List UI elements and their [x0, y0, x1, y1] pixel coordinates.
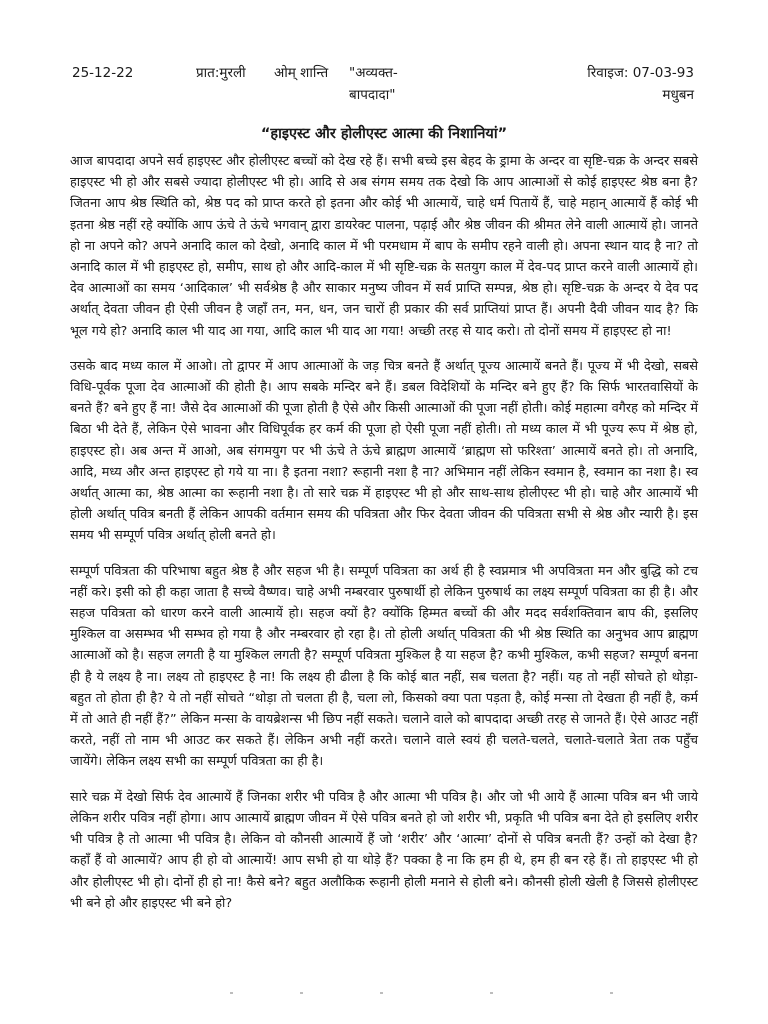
page-bottom-bleed [70, 988, 698, 1002]
bleed-mark [300, 992, 303, 994]
paragraph: आज बापदादा अपने सर्व हाइएस्ट और होलीएस्ट बच्चों को देख रहे हैं। सभी बच्चे इस बेहद के ड्रामा के अन्दर वा सृष्टि-चक्र के अन्दर सबसे हाइएस्ट भी हो और सबसे ज्यादा होलीएस्ट भी हो। आदि से अब संगम समय तक देखो कि आप आत्माओं से कोई हाइएस्ट श्रेष्ठ बना है? जितना आप श्रेष्ठ स्थिति को, श्रेष्ठ पद को प्राप्त करते हो इतना और कोई भी आत्मायें, चाहे धर्म पितायें हैं, चाहे महान् आत्मायें हैं कोई भी इतना श्रेष्ठ नहीं रहे क्योंकि आप ऊंचे ते ऊंचे भगवान् द्वारा डायरेक्ट पालना, पढ़ाई और श्रेष्ठ जीवन की श्रीमत लेने वाली आत्मायें हो। जानते हो ना अपने को? अपने अनादि काल को देखो, अनादि काल में भी परमधाम में बाप के समीप रहने वाली हो। अपना स्थान याद है ना? तो अनादि काल में भी हाइएस्ट हो, समीप, साथ हो और आदि-काल में भी सृष्टि-चक्र के सतयुग काल में देव-पद प्राप्त करने वाली आत्मायें हो। देव आत्माओं का समय ‘आदिकाल’ भी सर्वश्रेष्ठ है और साकार मनुष्य जीवन में सर्व प्राप्ति सम्पन्न, श्रेष्ठ हो। सृष्टि-चक्र के अन्दर ये देव पद अर्थात् देवता जीवन ही ऐसी जीवन है जहाँ तन, मन, धन, जन चारों ही प्रकार की सर्व प्राप्तियां प्राप्त हैं। अपनी दैवी जीवन याद है? कि भूल गये हो? अनादि काल भी याद आ गया, आदि काल भी याद आ गया! अच्छी तरह से याद करो। तो दोनों समय में हाइएस्ट हो ना! [70, 154, 698, 339]
bleed-mark [230, 992, 233, 994]
paragraph: सारे चक्र में देखो सिर्फ देव आत्मायें हैं जिनका शरीर भी पवित्र है और आत्मा भी पवित्र है। और जो भी आये हैं आत्मा पवित्र बन भी जाये लेकिन शरीर पवित्र नहीं होगा। आप आत्मायें ब्राह्मण जीवन में ऐसे पवित्र बनते हो जो शरीर भी, प्रकृति भी पवित्र बना देते हो इसलिए शरीर भी पवित्र है तो आत्मा भी पवित्र है। लेकिन वो कौनसी आत्मायें हैं जो ‘शरीर’ और ‘आत्मा’ दोनों से पवित्र बनती हैं? उन्हों को देखा है? कहाँ हैं वो आत्मायें? आप ही हो वो आत्मायें! आप सभी हो या थोड़े हैं? पक्का है ना कि हम ही थे, हम ही बन रहे हैं। तो हाइएस्ट भी हो और होलीएस्ट भी हो। दोनों ही हो ना! कैसे बने? बहुत अलौकिक रूहानी होली मनाने से होली बने। कौनसी होली खेली है जिससे होलीएस्ट भी बने हो और हाइएस्ट भी बने हो? [70, 789, 698, 911]
murli-type: प्रात:मुरली [196, 65, 246, 81]
bleed-mark [380, 992, 383, 994]
bleed-mark [490, 992, 493, 994]
place-label: मधुबन [662, 87, 694, 103]
murli-body [70, 151, 698, 928]
murli-header [0, 62, 768, 112]
avyakt-bapdada-label: "अव्यक्त-बापदादा" [349, 65, 398, 103]
murli-title: “हाइएस्ट और होलीएस्ट आत्मा की निशानियां” [260, 126, 508, 142]
bleed-mark [610, 992, 613, 994]
murli-date: 25-12-22 [72, 65, 134, 81]
paragraph: उसके बाद मध्य काल में आओ। तो द्वापर में आप आत्माओं के जड़ चित्र बनते हैं अर्थात् पूज्य आत्मायें बनते हैं। पूज्य में भी देखो, सबसे विधि-पूर्वक पूजा देव आत्माओं की होती है। आप सबके मन्दिर बने हैं। डबल विदेशियों के मन्दिर बने हुए हैं? कि सिर्फ भारतवासियों के बनते हैं? बने हुए हैं ना! जैसे देव आत्माओं की पूजा होती है ऐसे और किसी आत्माओं की पूजा नहीं होती। कोई महात्मा वगैरह को मन्दिर में बिठा भी देते हैं, लेकिन ऐसे भावना और विधिपूर्वक हर कर्म की पूजा हो ऐसी पूजा नहीं होती। तो मध्य काल में भी पूज्य रूप में श्रेष्ठ हो, हाइएस्ट हो। अब अन्त में आओ, अब संगमयुग पर भी ऊंचे ते ऊंचे ब्राह्मण आत्मायें ‘ब्राह्मण सो फरिश्ता’ आत्मायें बनते हो। तो अनादि, आदि, मध्य और अन्त हाइएस्ट हो गये या ना। है इतना नशा? रूहानी नशा है ना? अभिमान नहीं लेकिन स्वमान है, स्वमान का नशा है। स्व अर्थात् आत्मा का, श्रेष्ठ आत्मा का रूहानी नशा है। तो सारे चक्र में हाइएस्ट भी हो और साथ-साथ होलीएस्ट भी हो। चाहे और आत्मायें भी होली अर्थात् पवित्र बनती हैं लेकिन आपकी वर्तमान समय की पवित्रता और फिर देवता जीवन की पवित्रता सभी से श्रेष्ठ और न्यारी है। इस समय भी सम्पूर्ण पवित्र अर्थात् होली बनते हो। [70, 358, 698, 544]
om-shanti-label: ओम् शान्ति [274, 65, 329, 81]
paragraph: सम्पूर्ण पवित्रता की परिभाषा बहुत श्रेष्ठ है और सहज भी है। सम्पूर्ण पवित्रता का अर्थ ही है स्वप्नमात्र भी अपवित्रता मन और बुद्धि को टच नहीं करे। इसी को ही कहा जाता है सच्चे वैष्णव। चाहे अभी नम्बरवार पुरुषार्थी हो लेकिन पुरुषार्थ का लक्ष्य सम्पूर्ण पवित्रता का ही है। और सहज पवित्रता को धारण करने वाली आत्मायें हो। सहज क्यों है? क्योंकि हिम्मत बच्चों की और मदद सर्वशक्तिवान बाप की, इसलिए मुश्किल वा असम्भव भी सम्भव हो गया है और नम्बरवार हो रहा है। तो होली अर्थात् पवित्रता की भी श्रेष्ठ स्थिति का अनुभव आप ब्राह्मण आत्माओं को है। सहज लगती है या मुश्किल लगती है? सम्पूर्ण पवित्रता मुश्किल है या सहज है? कभी मुश्किल, कभी सहज? सम्पूर्ण बनना ही है ये लक्ष्य है ना। लक्ष्य तो हाइएस्ट है ना! कि लक्ष्य ही ढीला है कि कोई बात नहीं, सब चलता है? नहीं। यह तो नहीं सोचते हो थोड़ा-बहुत तो होता ही है? ये तो नहीं सोचते “थोड़ा तो चलता ही है, चला लो, किसको क्या पता पड़ता है, कोई मन्सा तो देखता ही नहीं है, कर्म में तो आते ही नहीं हैं?” लेकिन मन्सा के वायब्रेशन्स भी छिप नहीं सकते। चलाने वाले को बापदादा अच्छी तरह से जानते हैं। ऐसे आउट नहीं करते, नहीं तो नाम भी आउट कर सकते हैं। लेकिन अभी नहीं करते। चलाने वाले स्वयं ही चलते-चलते, चलाते-चलाते त्रेता तक पहुँच जायेंगे। लेकिन लक्ष्य सभी का सम्पूर्ण पवित्रता का ही है। [70, 563, 699, 770]
revise-date: रिवाइज: 07-03-93 [587, 65, 694, 81]
